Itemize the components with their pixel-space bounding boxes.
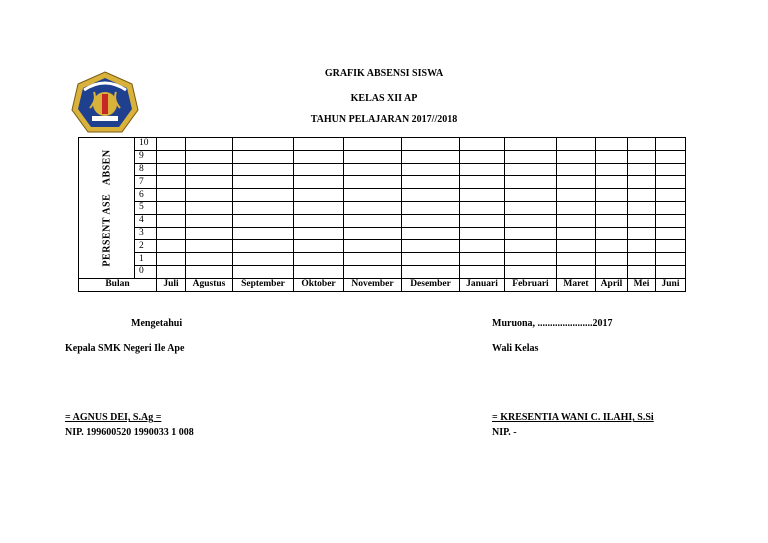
grid-cell bbox=[233, 150, 294, 163]
grid-row bbox=[79, 138, 686, 151]
y-tick-label: 6 bbox=[135, 189, 157, 202]
grid-cell bbox=[656, 138, 686, 151]
grid-cell bbox=[157, 176, 186, 189]
grid-row bbox=[79, 265, 686, 278]
grid-cell bbox=[557, 189, 596, 202]
grid-cell bbox=[186, 176, 233, 189]
grid-cell bbox=[628, 163, 656, 176]
grid-cell bbox=[656, 227, 686, 240]
month-label: Februari bbox=[505, 278, 557, 291]
month-label: Desember bbox=[402, 278, 460, 291]
grid-cell bbox=[505, 138, 557, 151]
grid-cell bbox=[233, 163, 294, 176]
grid-cell bbox=[505, 163, 557, 176]
grid-cell bbox=[294, 150, 344, 163]
month-label: Januari bbox=[460, 278, 505, 291]
y-tick-label: 8 bbox=[135, 163, 157, 176]
grid-cell bbox=[402, 163, 460, 176]
grid-cell bbox=[157, 214, 186, 227]
grid-cell bbox=[294, 189, 344, 202]
grid-cell bbox=[344, 176, 402, 189]
grid-cell bbox=[402, 201, 460, 214]
grid-cell bbox=[557, 163, 596, 176]
grid-row bbox=[79, 227, 686, 240]
grid-cell bbox=[402, 265, 460, 278]
grid-cell bbox=[233, 214, 294, 227]
school-year-title: TAHUN PELAJARAN 2017//2018 bbox=[310, 114, 458, 125]
grid-cell bbox=[460, 227, 505, 240]
grid-cell bbox=[505, 227, 557, 240]
grid-cell bbox=[628, 138, 656, 151]
grid-cell bbox=[505, 150, 557, 163]
grid-cell bbox=[656, 240, 686, 253]
month-label: Juni bbox=[656, 278, 686, 291]
y-tick-label: 1 bbox=[135, 253, 157, 266]
grid-cell bbox=[186, 240, 233, 253]
grid-cell bbox=[596, 214, 628, 227]
grid-cell bbox=[157, 253, 186, 266]
grid-cell bbox=[505, 201, 557, 214]
grid-cell bbox=[596, 253, 628, 266]
grid-cell bbox=[344, 150, 402, 163]
grid-cell bbox=[294, 253, 344, 266]
grid-cell bbox=[628, 227, 656, 240]
grid-cell bbox=[557, 201, 596, 214]
grid-cell bbox=[186, 163, 233, 176]
attendance-chart-grid bbox=[78, 137, 686, 292]
page-title: GRAFIK ABSENSI SISWA bbox=[324, 68, 444, 79]
grid-row bbox=[79, 201, 686, 214]
grid-cell bbox=[557, 253, 596, 266]
grid-cell bbox=[460, 189, 505, 202]
y-axis-label-cell bbox=[79, 138, 135, 279]
grid-cell bbox=[557, 214, 596, 227]
grid-cell bbox=[233, 189, 294, 202]
grid-cell bbox=[628, 214, 656, 227]
headmaster-nip: NIP. 199600520 1990033 1 008 bbox=[65, 427, 194, 438]
grid-cell bbox=[186, 138, 233, 151]
grid-cell bbox=[628, 201, 656, 214]
grid-cell bbox=[596, 265, 628, 278]
homeroom-role: Wali Kelas bbox=[492, 343, 539, 354]
grid-cell bbox=[186, 214, 233, 227]
grid-cell bbox=[157, 189, 186, 202]
y-tick-label: 2 bbox=[135, 240, 157, 253]
grid-cell bbox=[460, 138, 505, 151]
grid-cell bbox=[157, 240, 186, 253]
grid-cell bbox=[186, 201, 233, 214]
grid-cell bbox=[596, 176, 628, 189]
grid-cell bbox=[596, 138, 628, 151]
grid-cell bbox=[628, 265, 656, 278]
grid-cell bbox=[505, 265, 557, 278]
y-tick-label: 9 bbox=[135, 150, 157, 163]
month-label: Oktober bbox=[294, 278, 344, 291]
grid-cell bbox=[596, 240, 628, 253]
grid-cell bbox=[557, 176, 596, 189]
homeroom-name: = KRESENTIA WANI C. ILAHI, S.Si bbox=[492, 412, 654, 423]
grid-row bbox=[79, 176, 686, 189]
grid-cell bbox=[402, 138, 460, 151]
grid-cell bbox=[294, 214, 344, 227]
grid-cell bbox=[344, 138, 402, 151]
grid-cell bbox=[294, 240, 344, 253]
grid-cell bbox=[157, 150, 186, 163]
grid-row bbox=[79, 163, 686, 176]
grid-cell bbox=[460, 176, 505, 189]
grid-cell bbox=[402, 227, 460, 240]
y-tick-label: 3 bbox=[135, 227, 157, 240]
grid-cell bbox=[344, 163, 402, 176]
grid-cell bbox=[233, 253, 294, 266]
grid-cell bbox=[294, 227, 344, 240]
grid-cell bbox=[294, 176, 344, 189]
grid-cell bbox=[505, 176, 557, 189]
grid-cell bbox=[656, 150, 686, 163]
grid-cell bbox=[628, 176, 656, 189]
school-emblem-logo bbox=[70, 70, 140, 138]
grid-cell bbox=[656, 201, 686, 214]
grid-cell bbox=[344, 214, 402, 227]
grid-row bbox=[79, 240, 686, 253]
grid-cell bbox=[402, 214, 460, 227]
grid-cell bbox=[505, 189, 557, 202]
grid-cell bbox=[186, 265, 233, 278]
grid-cell bbox=[460, 214, 505, 227]
grid-cell bbox=[402, 240, 460, 253]
x-axis-label: Bulan bbox=[79, 278, 157, 291]
grid-cell bbox=[656, 189, 686, 202]
grid-cell bbox=[628, 240, 656, 253]
grid-cell bbox=[294, 138, 344, 151]
grid-cell bbox=[656, 163, 686, 176]
y-tick-label: 10 bbox=[135, 138, 157, 151]
grid-cell bbox=[656, 176, 686, 189]
grid-cell bbox=[186, 150, 233, 163]
grid-cell bbox=[157, 138, 186, 151]
grid-cell bbox=[294, 265, 344, 278]
grid-cell bbox=[157, 265, 186, 278]
grid-cell bbox=[233, 240, 294, 253]
grid-cell bbox=[294, 163, 344, 176]
grid-cell bbox=[460, 240, 505, 253]
month-label: April bbox=[596, 278, 628, 291]
grid-cell bbox=[596, 201, 628, 214]
grid-cell bbox=[186, 253, 233, 266]
grid-cell bbox=[460, 201, 505, 214]
grid-row bbox=[79, 214, 686, 227]
homeroom-nip: NIP. - bbox=[492, 427, 517, 438]
grid-cell bbox=[557, 227, 596, 240]
grid-cell bbox=[344, 253, 402, 266]
grid-cell bbox=[344, 201, 402, 214]
grid-cell bbox=[628, 253, 656, 266]
class-title: KELAS XII AP bbox=[350, 93, 418, 104]
month-label: Agustus bbox=[186, 278, 233, 291]
grid-cell bbox=[656, 265, 686, 278]
grid-cell bbox=[460, 253, 505, 266]
grid-cell bbox=[344, 189, 402, 202]
headmaster-name: = AGNUS DEI, S.Ag = bbox=[65, 412, 162, 423]
grid-cell bbox=[233, 138, 294, 151]
grid-cell bbox=[596, 189, 628, 202]
y-tick-label: 0 bbox=[135, 265, 157, 278]
grid-cell bbox=[596, 150, 628, 163]
grid-cell bbox=[557, 150, 596, 163]
grid-cell bbox=[505, 240, 557, 253]
month-label: Mei bbox=[628, 278, 656, 291]
grid-row bbox=[79, 253, 686, 266]
grid-cell bbox=[157, 227, 186, 240]
grid-cell bbox=[460, 163, 505, 176]
grid-cell bbox=[505, 253, 557, 266]
headmaster-role: Kepala SMK Negeri Ile Ape bbox=[65, 343, 185, 354]
month-label: September bbox=[233, 278, 294, 291]
grid-cell bbox=[157, 163, 186, 176]
month-row bbox=[79, 278, 686, 291]
grid-cell bbox=[186, 227, 233, 240]
month-label: Maret bbox=[557, 278, 596, 291]
grid-cell bbox=[596, 227, 628, 240]
grid-cell bbox=[344, 265, 402, 278]
place-date: Muruona, ......................2017 bbox=[492, 318, 613, 329]
grid-cell bbox=[628, 150, 656, 163]
grid-cell bbox=[344, 227, 402, 240]
month-label: November bbox=[344, 278, 402, 291]
grid-cell bbox=[656, 253, 686, 266]
grid-cell bbox=[402, 150, 460, 163]
grid-cell bbox=[402, 189, 460, 202]
grid-cell bbox=[233, 227, 294, 240]
y-tick-label: 7 bbox=[135, 176, 157, 189]
grid-cell bbox=[460, 150, 505, 163]
grid-cell bbox=[186, 189, 233, 202]
grid-cell bbox=[596, 163, 628, 176]
acknowledge-label: Mengetahui bbox=[131, 318, 183, 329]
grid-cell bbox=[557, 138, 596, 151]
grid-cell bbox=[656, 214, 686, 227]
grid-cell bbox=[402, 176, 460, 189]
grid-cell bbox=[505, 214, 557, 227]
grid-cell bbox=[460, 265, 505, 278]
grid-cell bbox=[344, 240, 402, 253]
month-label: Juli bbox=[157, 278, 186, 291]
y-tick-label: 4 bbox=[135, 214, 157, 227]
grid-cell bbox=[557, 240, 596, 253]
grid-cell bbox=[557, 265, 596, 278]
grid-cell bbox=[233, 201, 294, 214]
grid-row bbox=[79, 150, 686, 163]
y-tick-label: 5 bbox=[135, 201, 157, 214]
grid-cell bbox=[233, 265, 294, 278]
grid-cell bbox=[628, 189, 656, 202]
grid-cell bbox=[157, 201, 186, 214]
y-axis-label: PERSENT ASE ABSEN bbox=[101, 149, 112, 267]
grid-row bbox=[79, 189, 686, 202]
grid-cell bbox=[402, 253, 460, 266]
grid-cell bbox=[233, 176, 294, 189]
grid-cell bbox=[294, 201, 344, 214]
